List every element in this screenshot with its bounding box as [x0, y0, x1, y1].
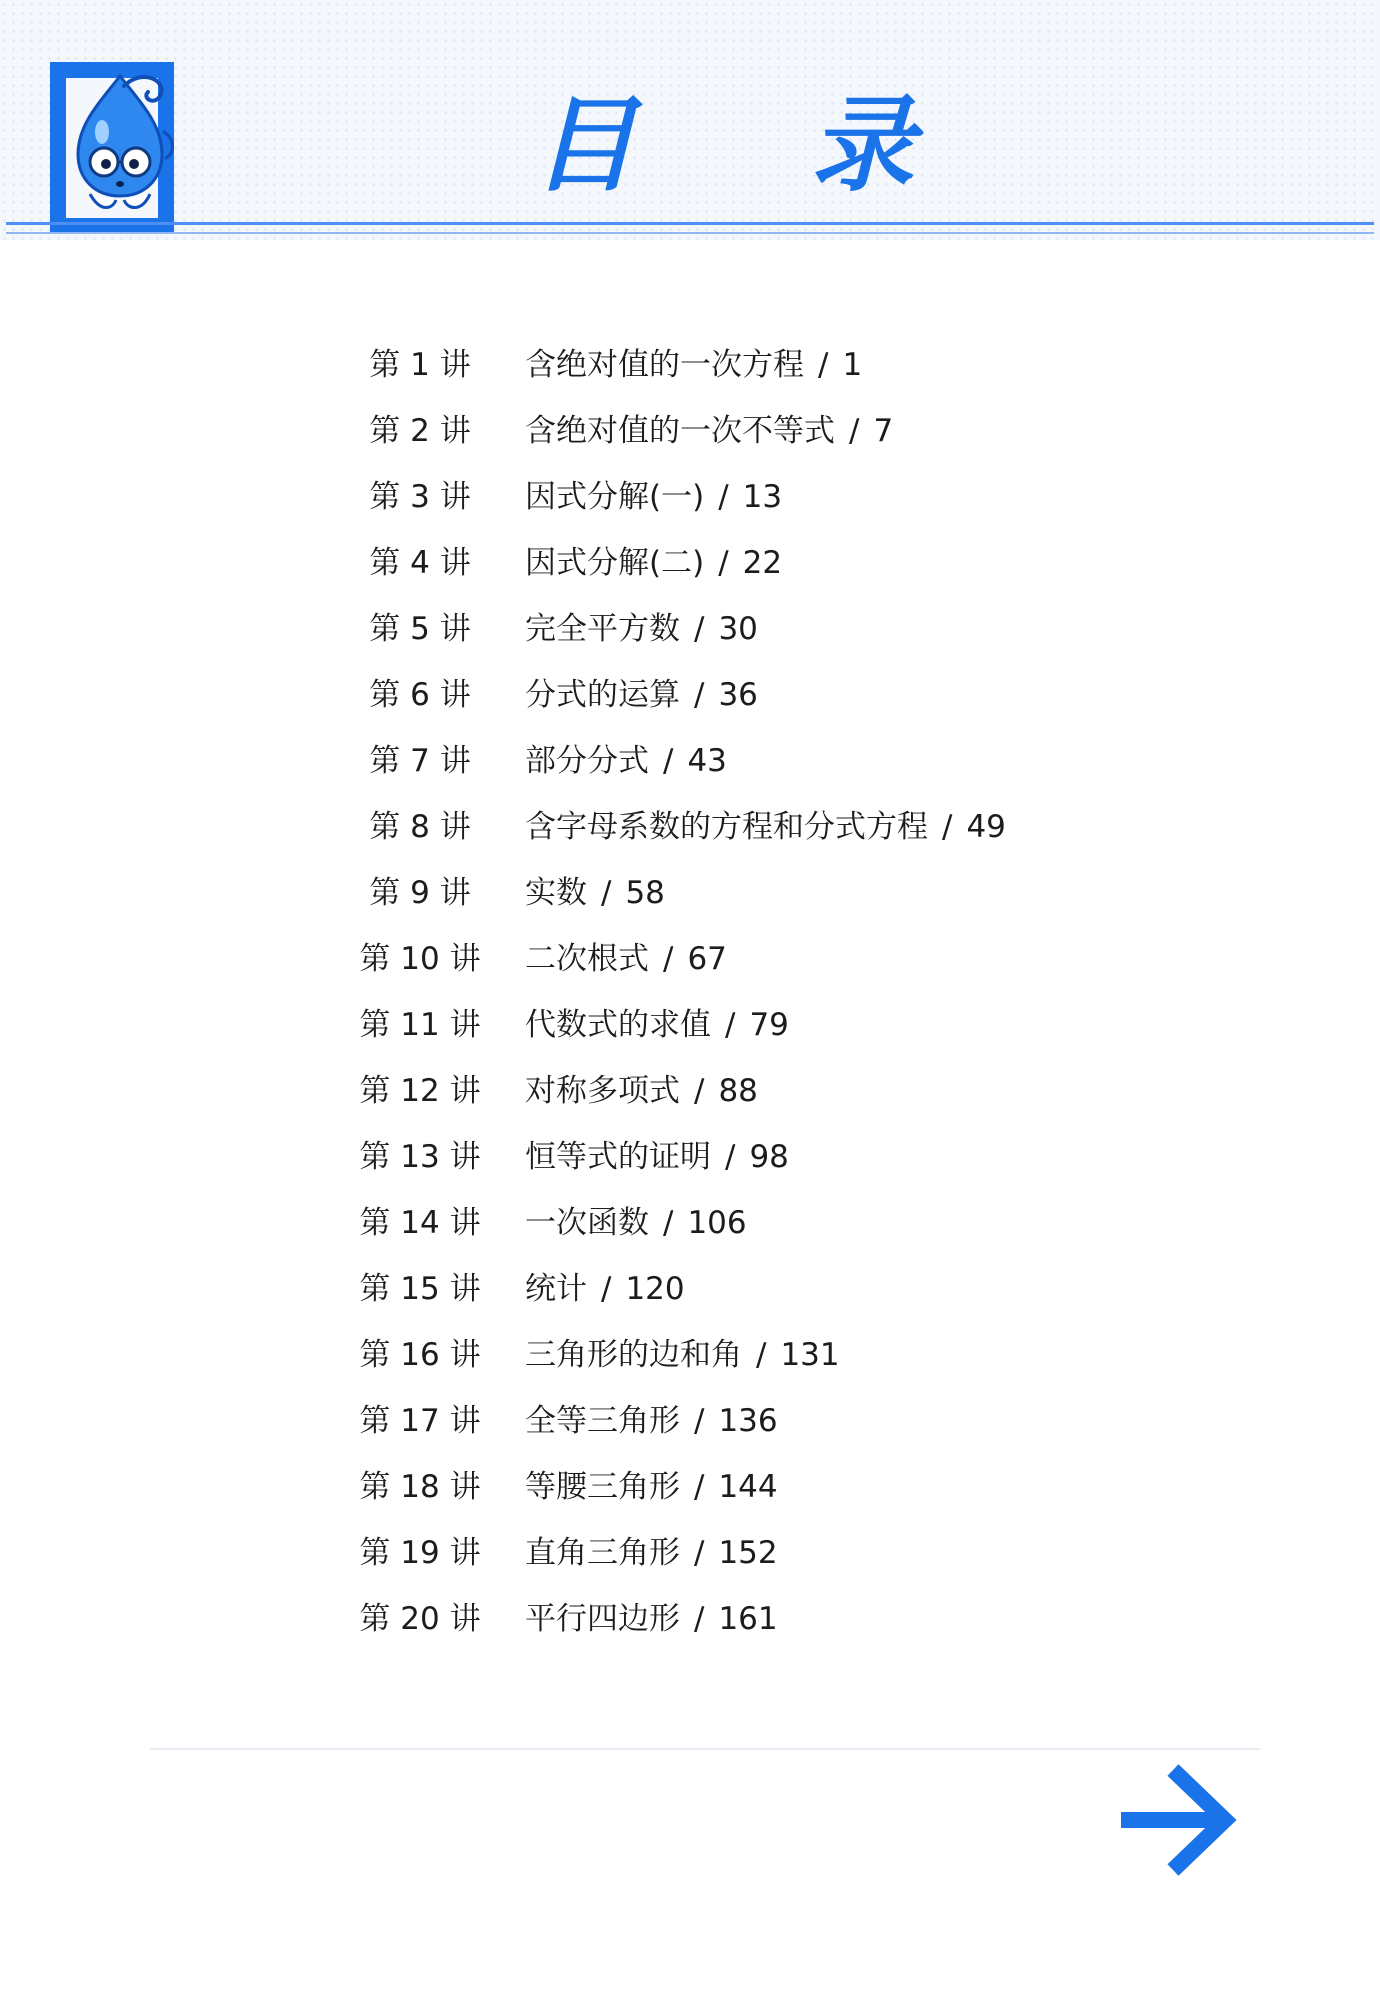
- toc-entry-lecture-number: 第 4 讲: [369, 545, 471, 581]
- toc-entry-lecture-number: 第 20 讲: [359, 1601, 481, 1637]
- toc-entry-separator: /: [718, 479, 729, 515]
- toc-entry-separator: /: [694, 1535, 705, 1571]
- toc-entry-title-line: [525, 1457, 778, 1517]
- toc-entry-title: 部分分式: [525, 743, 649, 779]
- toc-entry[interactable]: [0, 797, 1380, 857]
- toc-entry-title: 因式分解(一): [525, 479, 705, 515]
- page-title-char-2: 录: [810, 84, 915, 206]
- toc-entry[interactable]: [0, 1061, 1380, 1121]
- toc-entry-title-line: [525, 401, 893, 461]
- toc-entry-title-line: [525, 1391, 778, 1451]
- page-header: [0, 0, 1380, 240]
- toc-entry-lecture-number: 第 19 讲: [359, 1535, 481, 1571]
- header-divider-thin: [6, 232, 1374, 234]
- toc-entry-page-number: 7: [873, 413, 894, 449]
- toc-entry-lecture-number: 第 16 讲: [359, 1337, 481, 1373]
- toc-entry-lecture-number: 第 1 讲: [369, 347, 471, 383]
- toc-entry-lecture-number: 第 5 讲: [369, 611, 471, 647]
- toc-entry-title-line: [525, 1325, 840, 1385]
- toc-entry-page-number: 88: [718, 1073, 758, 1109]
- toc-entry[interactable]: [0, 533, 1380, 593]
- toc-entry-title-line: [525, 1061, 758, 1121]
- toc-entry-title: 统计: [525, 1271, 587, 1307]
- page-title-char-1: 目: [532, 84, 637, 206]
- toc-entry-page-number: 144: [718, 1469, 778, 1505]
- toc-entry-title: 对称多项式: [525, 1073, 680, 1109]
- toc-entry-page-number: 67: [687, 941, 727, 977]
- toc-entry-lecture-number: 第 14 讲: [359, 1205, 481, 1241]
- toc-entry-page-number: 79: [749, 1007, 789, 1043]
- toc-entry-separator: /: [718, 545, 729, 581]
- toc-entry-title-line: [525, 863, 665, 923]
- toc-entry-lecture-number: 第 15 讲: [359, 1271, 481, 1307]
- toc-entry-page-number: 161: [718, 1601, 778, 1637]
- toc-entry-separator: /: [725, 1007, 736, 1043]
- toc-entry-page-number: 22: [742, 545, 783, 581]
- toc-entry[interactable]: [0, 1391, 1380, 1451]
- toc-entry-title-line: [525, 995, 789, 1055]
- toc-entry-lecture-number: 第 9 讲: [369, 875, 471, 911]
- toc-entry-page-number: 49: [966, 809, 1006, 845]
- toc-entry-separator: /: [694, 677, 705, 713]
- toc-entry-title: 含绝对值的一次方程: [525, 347, 804, 383]
- toc-entry-title-line: [525, 1523, 778, 1583]
- toc-entry-page-number: 13: [742, 479, 783, 515]
- toc-entry-separator: /: [663, 941, 674, 977]
- toc-entry-lecture-number: 第 7 讲: [369, 743, 471, 779]
- toc-entry-title: 全等三角形: [525, 1403, 680, 1439]
- toc-entry-separator: /: [694, 1601, 705, 1637]
- toc-entry-page-number: 131: [780, 1337, 840, 1373]
- toc-entry-title-line: [525, 533, 782, 593]
- toc-entry-separator: /: [818, 347, 829, 383]
- toc-entry[interactable]: [0, 335, 1380, 395]
- toc-entry-title-line: [525, 467, 782, 527]
- toc-entry-separator: /: [663, 1205, 674, 1241]
- toc-entry-title-line: [525, 599, 758, 659]
- toc-entry-title-line: [525, 1589, 778, 1649]
- toc-entry-page-number: 36: [718, 677, 758, 713]
- toc-entry-title: 分式的运算: [525, 677, 680, 713]
- toc-entry-page-number: 43: [687, 743, 727, 779]
- toc-entry[interactable]: [0, 863, 1380, 923]
- toc-entry-lecture-number: 第 2 讲: [369, 413, 471, 449]
- toc-entry-title: 实数: [525, 875, 587, 911]
- toc-entry-page-number: 98: [749, 1139, 789, 1175]
- toc-entry-title-line: [525, 1127, 789, 1187]
- toc-entry[interactable]: [0, 1457, 1380, 1517]
- toc-entry-page-number: 1: [842, 347, 863, 383]
- toc-entry[interactable]: [0, 1523, 1380, 1583]
- toc-entry-page-number: 136: [718, 1403, 778, 1439]
- toc-entry-lecture-number: 第 17 讲: [359, 1403, 481, 1439]
- footer-divider: [150, 1748, 1260, 1750]
- toc-entry-title: 二次根式: [525, 941, 649, 977]
- toc-entry-separator: /: [942, 809, 953, 845]
- toc-entry[interactable]: [0, 1589, 1380, 1649]
- toc-entry[interactable]: [0, 1259, 1380, 1319]
- toc-entry-lecture-number: 第 13 讲: [359, 1139, 481, 1175]
- toc-entry-title-line: [525, 797, 1006, 857]
- toc-entry-title: 代数式的求值: [525, 1007, 711, 1043]
- toc-entry[interactable]: [0, 1325, 1380, 1385]
- toc-entry-lecture-number: 第 6 讲: [369, 677, 471, 713]
- toc-entry-page-number: 58: [625, 875, 665, 911]
- toc-entry-separator: /: [725, 1139, 736, 1175]
- toc-entry-title-line: [525, 1259, 685, 1319]
- toc-entry-title-line: [525, 665, 758, 725]
- toc-entry-title: 恒等式的证明: [525, 1139, 711, 1175]
- toc-entry-title-line: [525, 731, 727, 791]
- toc-entry[interactable]: [0, 599, 1380, 659]
- toc-entry-lecture-number: 第 12 讲: [359, 1073, 481, 1109]
- toc-entry-title: 完全平方数: [525, 611, 680, 647]
- toc-entry-separator: /: [756, 1337, 767, 1373]
- toc-entry[interactable]: [0, 401, 1380, 461]
- toc-entry-separator: /: [694, 611, 705, 647]
- toc-entry-page-number: 152: [718, 1535, 778, 1571]
- toc-entry-separator: /: [694, 1469, 705, 1505]
- toc-entry[interactable]: [0, 665, 1380, 725]
- toc-entry-title-line: [525, 335, 862, 395]
- toc-entry-separator: /: [601, 1271, 612, 1307]
- toc-entry-lecture-number: 第 3 讲: [369, 479, 471, 515]
- toc-entry-title: 含绝对值的一次不等式: [525, 413, 835, 449]
- arrow-right-icon[interactable]: [1115, 1760, 1245, 1880]
- toc-entry-title: 三角形的边和角: [525, 1337, 742, 1373]
- toc-entry[interactable]: [0, 1193, 1380, 1253]
- toc-entry-separator: /: [663, 743, 674, 779]
- toc-entry[interactable]: [0, 995, 1380, 1055]
- toc-entry-title: 平行四边形: [525, 1601, 680, 1637]
- header-divider: [6, 222, 1374, 225]
- toc-entry[interactable]: [0, 929, 1380, 989]
- water-drop-mascot-icon: [50, 62, 180, 234]
- toc-entry[interactable]: [0, 731, 1380, 791]
- toc-entry[interactable]: [0, 1127, 1380, 1187]
- toc-entry-title: 因式分解(二): [525, 545, 705, 581]
- toc-entry-page-number: 120: [625, 1271, 685, 1307]
- toc-entry-separator: /: [694, 1403, 705, 1439]
- toc-entry-title: 直角三角形: [525, 1535, 680, 1571]
- toc-entry-title: 一次函数: [525, 1205, 649, 1241]
- toc-entry-page-number: 30: [718, 611, 758, 647]
- toc-entry-title: 含字母系数的方程和分式方程: [525, 809, 928, 845]
- toc-entry-lecture-number: 第 10 讲: [359, 941, 481, 977]
- toc-entry-title: 等腰三角形: [525, 1469, 680, 1505]
- toc-entry-title-line: [525, 1193, 747, 1253]
- toc-entry-separator: /: [694, 1073, 705, 1109]
- toc-entry-lecture-number: 第 18 讲: [359, 1469, 481, 1505]
- toc-entry-page-number: 106: [687, 1205, 747, 1241]
- toc-entry-separator: /: [849, 413, 860, 449]
- toc-entry-separator: /: [601, 875, 612, 911]
- toc-entry-title-line: [525, 929, 727, 989]
- toc-entry-lecture-number: 第 8 讲: [369, 809, 471, 845]
- toc-entry[interactable]: [0, 467, 1380, 527]
- toc-entry-lecture-number: 第 11 讲: [359, 1007, 481, 1043]
